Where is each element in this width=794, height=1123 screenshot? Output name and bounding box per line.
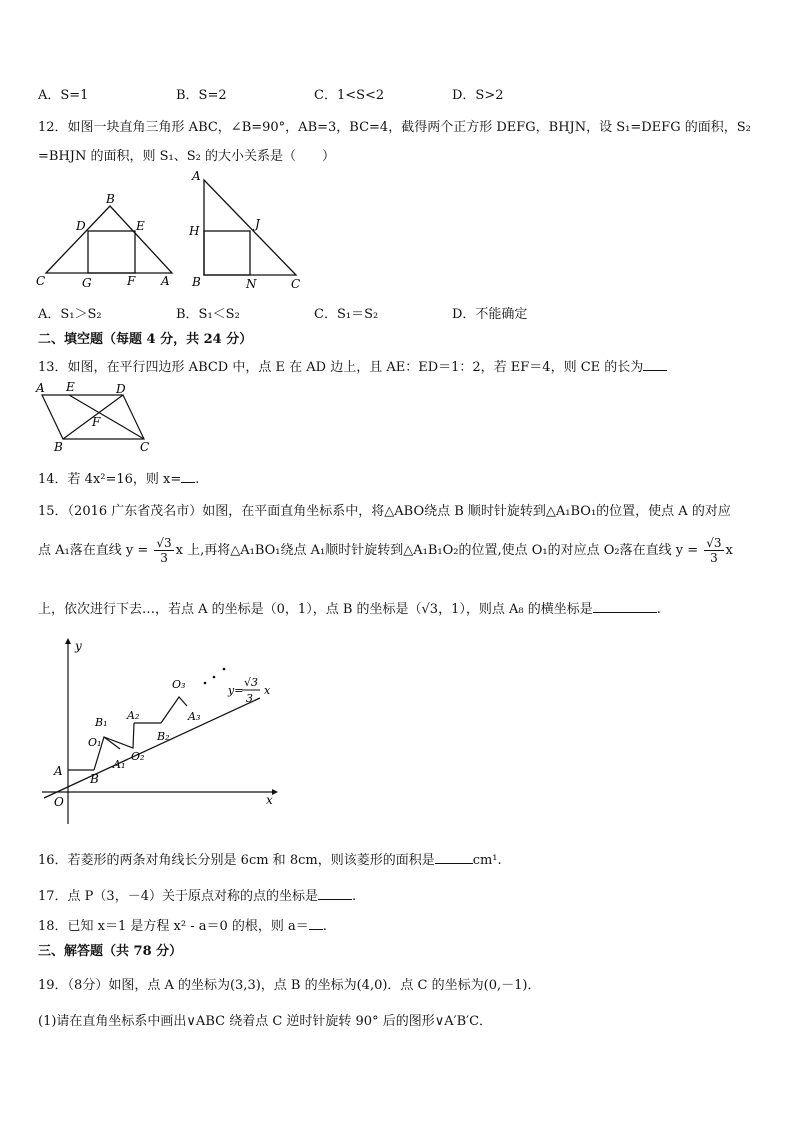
question-14: 14．若 4x²=16，则 x= . (38, 472, 200, 487)
question-18-text: 18．已知 x＝1 是方程 x² - a＝0 的根，则 a＝ (38, 919, 309, 934)
label-a: A (161, 274, 170, 288)
option-c: C．1<S<2 (314, 88, 385, 103)
answer-blank (309, 917, 323, 930)
q15-text-c: x (725, 543, 733, 558)
unit: cm¹. (472, 853, 502, 868)
label-a1: A₁ (113, 758, 126, 771)
label-y-axis: y (75, 639, 82, 653)
line-equation-den: 3 (246, 692, 253, 705)
label-a3: A₃ (188, 710, 201, 723)
question-13-text: 13．如图，在平行四边形 ABCD 中，点 E 在 AD 边上，且 AE：ED＝1：2，若 EF＝4，则 CE 的长为 (38, 360, 644, 375)
label-o: O (54, 795, 64, 809)
label-o2: O₂ (131, 750, 145, 763)
question-15-line3: 上，依次进行下去…，若点 A 的坐标是（0，1），点 B 的坐标是（√3，1），则点 A₈ 的横坐标是 . (38, 602, 661, 617)
q12-option-b: B．S₁＜S₂ (176, 307, 240, 322)
question-19: 19．（8分）如图，点 A 的坐标为(3,3)，点 B 的坐标为(4,0)．点 C 的坐标为(0,－1)． (38, 978, 541, 993)
question-18: 18．已知 x＝1 是方程 x² - a＝0 的根，则 a＝ . (38, 919, 327, 934)
question-16 (38, 849, 502, 868)
label-c: C (291, 277, 301, 291)
option-b: B．S=2 (176, 88, 227, 103)
q15-coordinate-graph (38, 636, 288, 826)
q12-figure-2 (186, 168, 310, 292)
line-equation-label: y= (228, 684, 244, 697)
label-j: J (255, 217, 260, 231)
label-a: A (192, 169, 201, 183)
label-e: E (136, 219, 145, 233)
label-h: H (189, 224, 200, 238)
line-equation-x: x (264, 684, 271, 697)
answer-blank (643, 358, 667, 371)
label-g: G (82, 276, 92, 290)
label-b2: B₂ (157, 730, 170, 743)
question-13 (38, 356, 667, 375)
line-equation-num: √3 (244, 676, 259, 689)
label-a: A (54, 764, 63, 778)
label-a2: A₂ (127, 709, 140, 722)
q12-figure-1 (30, 186, 180, 290)
label-b: B (90, 772, 99, 786)
answer-blank (593, 600, 657, 613)
label-b: B (106, 192, 115, 206)
label-a: A (36, 381, 45, 395)
label-e: E (66, 380, 75, 394)
answer-blank (435, 851, 473, 864)
label-x-axis: x (266, 793, 273, 807)
label-c: C (140, 440, 150, 454)
label-d: D (76, 219, 86, 233)
label-b1: B₁ (95, 716, 108, 729)
q12-option-d: D．不能确定 (452, 307, 528, 322)
question-17-text: 17．点 P（3，－4）关于原点对称的点的坐标是 (38, 889, 318, 904)
q15-text-a: 点 A₁落在直线 y = (38, 543, 149, 558)
label-o3: O₃ (172, 678, 186, 691)
question-17: 17．点 P（3，－4）关于原点对称的点的坐标是 . (38, 889, 357, 904)
option-a: A．S=1 (38, 88, 89, 103)
question-12-line1: 12．如图一块直角三角形 ABC，∠B=90°，AB=3，BC=4，截得两个正方形 DEFG，BHJN，设 S₁=DEFG 的面积，S₂ (38, 120, 751, 135)
label-f: F (92, 415, 101, 429)
section-2-heading: 二、填空题（每题 4 分，共 24 分） (38, 332, 253, 347)
answer-blank (181, 470, 195, 483)
question-19-part-1: (1)请在直角坐标系中画出∨ABC 绕着点 C 逆时针旋转 90° 后的图形∨A′B′C． (38, 1014, 493, 1029)
label-f: F (127, 274, 136, 288)
label-d: D (116, 382, 126, 396)
question-15-line2 (38, 536, 733, 565)
label-n: N (246, 277, 257, 291)
question-15-line1: 15．（2016 广东省茂名市）如图，在平面直角坐标系中，将△ABO绕点 B 顺时针旋转到△A₁BO₁的位置，使点 A 的对应 (38, 504, 731, 519)
option-d: D．S>2 (452, 88, 504, 103)
fraction-sqrt3-over-3: $\frac{√3}{3}$ (156, 536, 172, 565)
label-b: B (54, 440, 63, 454)
q13-figure (34, 378, 160, 454)
label-c: C (36, 274, 46, 288)
question-14-text: 14．若 4x²=16，则 x= (38, 472, 182, 487)
question-12-line2: =BHJN 的面积，则 S₁、S₂ 的大小关系是（ ） (38, 149, 336, 164)
label-o1: O₁ (88, 736, 102, 749)
question-16-text: 16．若菱形的两条对角线长分别是 6cm 和 8cm，则该菱形的面积是 (38, 853, 435, 868)
answer-blank (318, 887, 352, 900)
label-b: B (192, 275, 201, 289)
q15-text-b: x 上,再将△A₁BO₁绕点 A₁顺时针旋转到△A₁B₁O₂的位置,使点 O₁的对应点 O₂落在直线 y = (175, 543, 699, 558)
q12-option-a: A．S₁＞S₂ (38, 307, 102, 322)
fraction-sqrt3-over-3: $\frac{√3}{3}$ (706, 536, 722, 565)
section-3-heading: 三、解答题（共 78 分） (38, 944, 183, 959)
q12-option-c: C．S₁＝S₂ (314, 307, 379, 322)
